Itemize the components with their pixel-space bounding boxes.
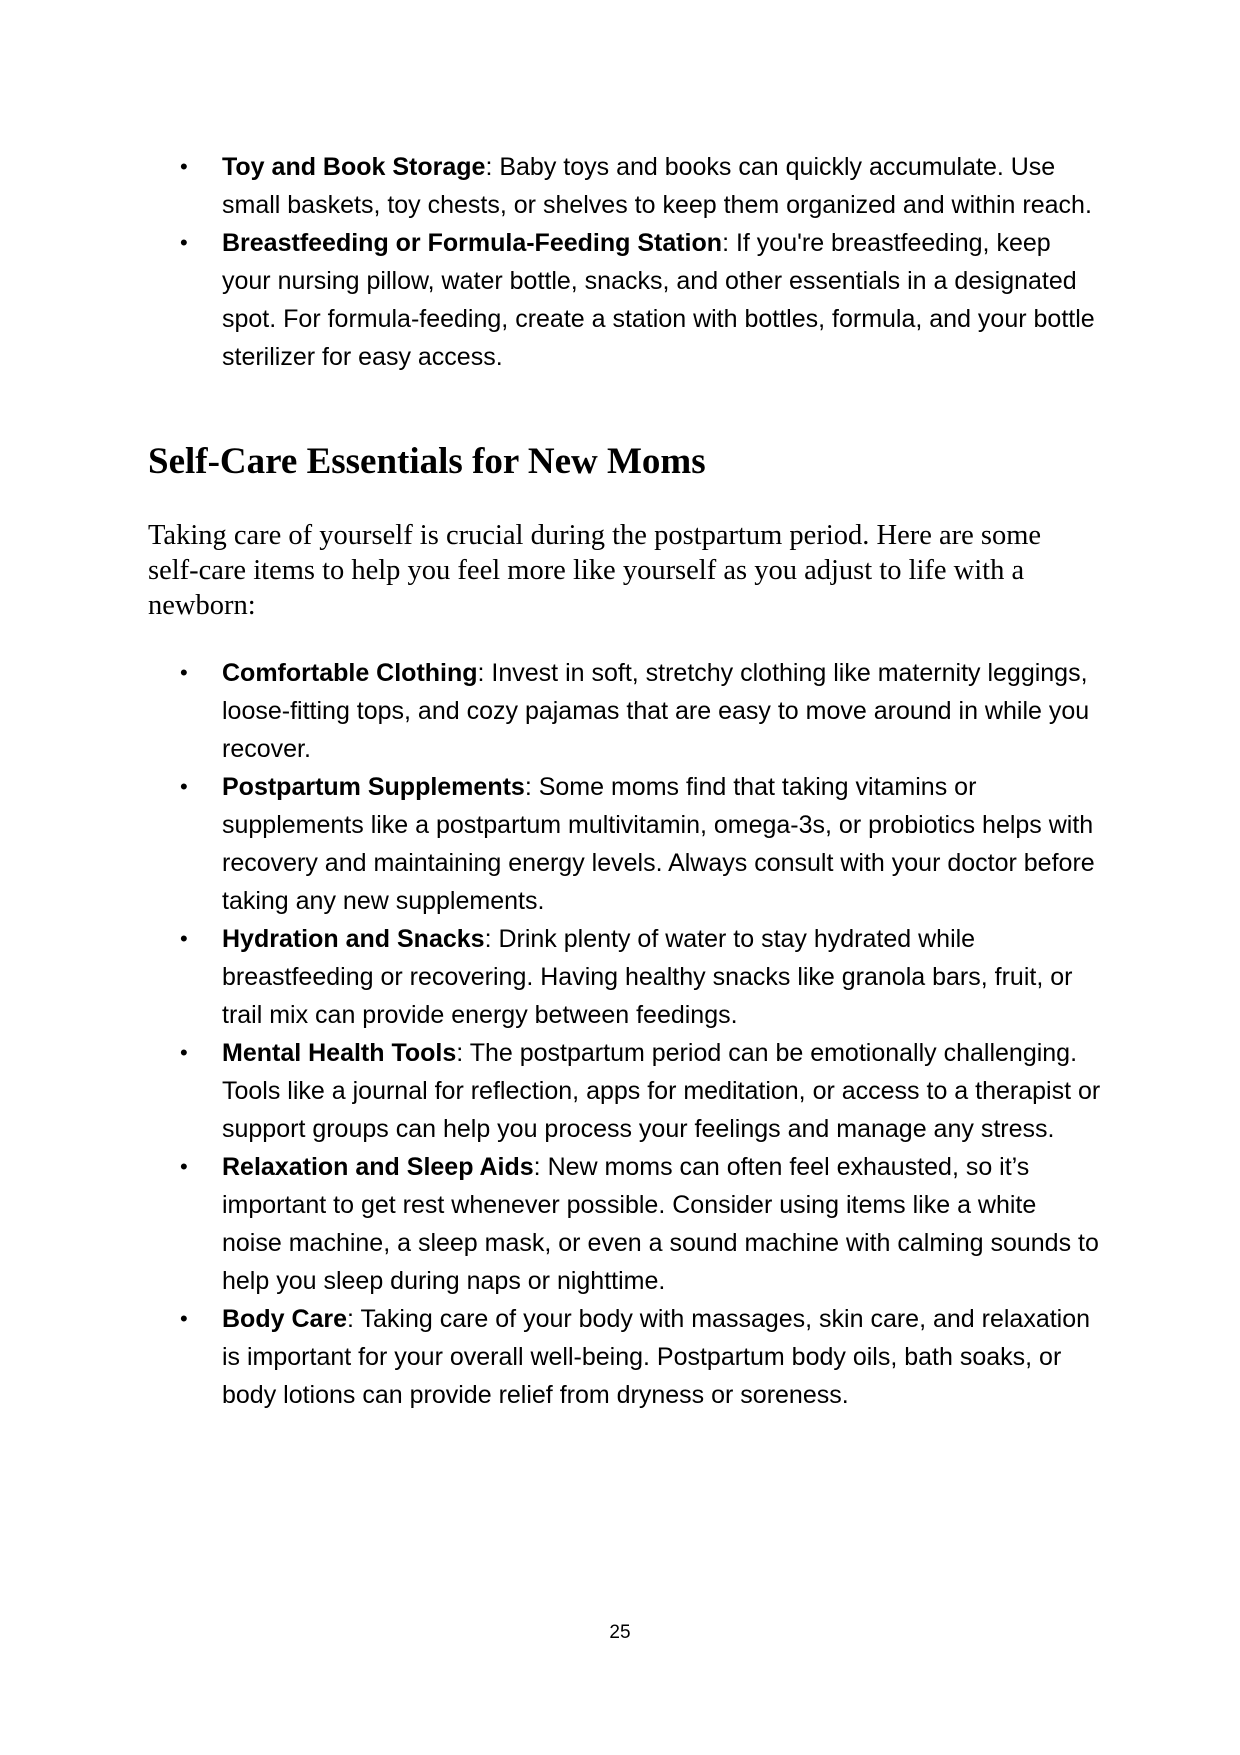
list-item [180,224,1102,376]
list-item-term: Body Care [222,1305,348,1333]
self-care-list [180,654,1102,1414]
list-item [180,1034,1102,1148]
list-item [180,920,1102,1034]
bullet-icon: • [180,660,188,685]
list-item [180,768,1102,920]
bullet-icon: • [180,774,188,799]
list-item [180,1300,1102,1414]
bullet-icon: • [180,926,188,951]
list-item [180,1148,1102,1300]
list-item-text: : New moms can often feel exhausted, so it’s important to get rest whenever possible. Consider using items like a white noise machine, a sleep mask, or even a sound machine with calming sounds to help you sleep during naps or nighttime. [222,1153,1099,1295]
list-item-term: Breastfeeding or Formula-Feeding Station [222,229,723,257]
list-item-text: : Taking care of your body with massages, skin care, and relaxation is important for your overall well-being. Postpartum body oils, bath soaks, or body lotions can provide relief from dryness or soreness. [222,1305,1091,1409]
bullet-icon: • [180,1306,188,1331]
list-item-text: : Some moms find that taking vitamins or supplements like a postpartum multivitamin, omega-3s, or probiotics helps with recovery and maintaining energy levels. Always consult with your doctor before taking any new supplements. [222,773,1095,915]
section-heading: Self-Care Essentials for New Moms [148,441,706,482]
section-intro: Taking care of yourself is crucial during the postpartum period. Here are some self-care items to help you feel more like yourself as you adjust to life with a newborn: [148,520,1042,621]
list-item-term: Toy and Book Storage [222,153,486,181]
list-item-term: Hydration and Snacks [222,925,485,953]
list-item-term: Comfortable Clothing [222,659,478,687]
list-item [180,148,1102,224]
bullet-icon: • [180,1154,188,1179]
storage-tips-list [180,148,1102,376]
bullet-icon: • [180,154,188,179]
list-item-term: Relaxation and Sleep Aids [222,1153,534,1181]
list-item-text: : If you're breastfeeding, keep your nursing pillow, water bottle, snacks, and other essentials in a designated spot. For formula-feeding, create a station with bottles, formula, and your bottle sterilizer for easy access. [222,229,1095,371]
list-item-text: : Baby toys and books can quickly accumulate. Use small baskets, toy chests, or shelves to keep them organized and within reach. [222,153,1092,219]
list-item-term: Mental Health Tools [222,1039,457,1067]
page-number: 25 [609,1622,631,1643]
list-item-term: Postpartum Supplements [222,773,525,801]
list-item-text: : The postpartum period can be emotionally challenging. Tools like a journal for reflection, apps for meditation, or access to a therapist or support groups can help you process your feelings and manage any stress. [222,1039,1101,1143]
list-item-text: : Drink plenty of water to stay hydrated while breastfeeding or recovering. Having healthy snacks like granola bars, fruit, or trail mix can provide energy between feedings. [222,925,1073,1029]
list-item-text: : Invest in soft, stretchy clothing like maternity leggings, loose-fitting tops, and cozy pajamas that are easy to move around in while you recover. [222,659,1090,763]
bullet-icon: • [180,230,188,255]
bullet-icon: • [180,1040,188,1065]
list-item [180,654,1102,768]
